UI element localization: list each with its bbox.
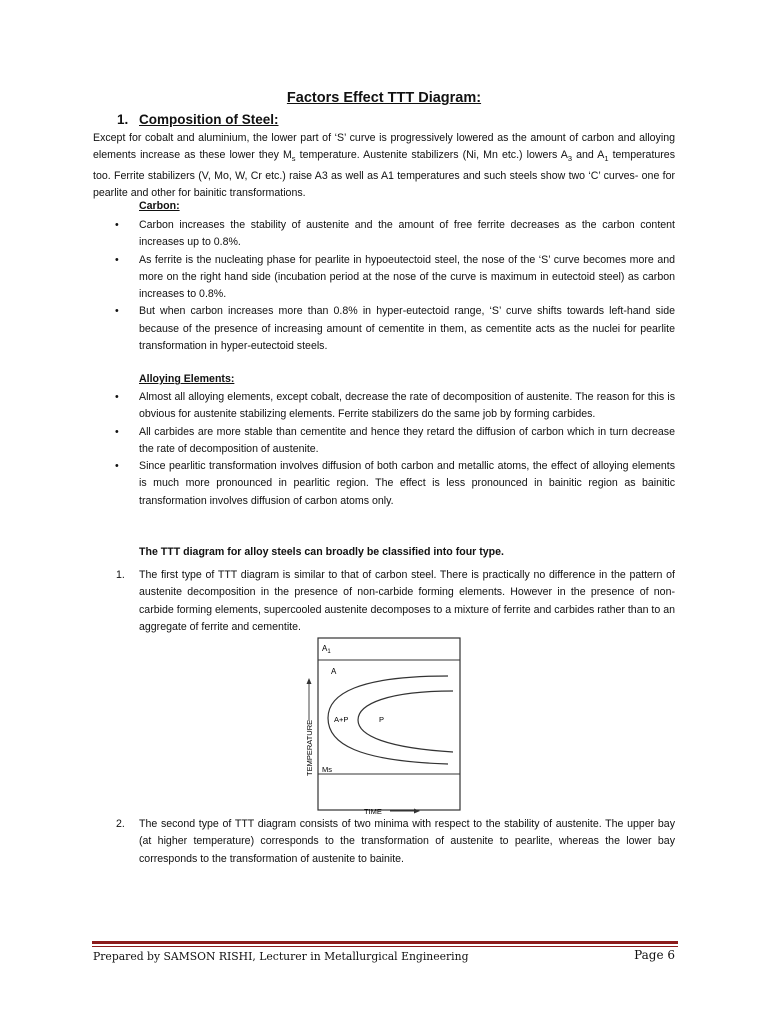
intro-paragraph: Except for cobalt and aluminium, the lower part of ‘S’ curve is progressively lowered as the amount of carbon and alloying elements increase as these lower they $M_s$ temperature. Austenite stabilizers (Ni, Mn etc.) lowers $A_3$ and $A_1$ temperatures too. Ferrite stabilizers (V, Mo, W, Cr etc.) raise A3 as well as A1 temperatures and such steels show two ‘C’ curves- one for pearlite and other for bainitic transformations. bbox=[93, 132, 675, 199]
list-item: 1. The first type of TTT diagram is similar to that of carbon steel. There is practically no difference in the pattern of austenite decomposition in the presence of non-carbide forming elements. However in the presence of non-carbide forming elements, supercooled austenite decomposes to a mixture of ferrite and carbides rather than to an aggregate of ferrite and cementite. bbox=[116, 569, 675, 633]
carbon-heading: Carbon: bbox=[139, 200, 180, 212]
pearlite-label: P bbox=[379, 715, 385, 724]
temperature-axis-label: TEMPERATURE bbox=[305, 719, 314, 776]
time-axis-label: TIME bbox=[364, 807, 382, 816]
list-item: • Carbon increases the stability of austenite and the amount of free ferrite decreases as the carbon content increases up to 0.8%. bbox=[115, 219, 675, 249]
ttt-types-list-2 bbox=[0, 816, 675, 868]
page-number: Page 6 bbox=[634, 948, 675, 962]
alloying-list bbox=[0, 389, 675, 510]
list-item: • All carbides are more stable than cementite and hence they retard the diffusion of carbon which in turn decrease the rate of decomposition of austenite. bbox=[115, 425, 675, 455]
finish-curve bbox=[358, 691, 453, 752]
a1-label: $A_1$ bbox=[322, 644, 331, 655]
figure-frame bbox=[318, 638, 460, 810]
footer-rule-thin bbox=[92, 946, 678, 947]
footer-author: Prepared by SAMSON RISHI, Lecturer in Metallurgical Engineering bbox=[93, 950, 469, 963]
alloying-heading: Alloying Elements: bbox=[139, 373, 235, 385]
austenite-label: A bbox=[331, 667, 337, 676]
list-item: • Since pearlitic transformation involves diffusion of both carbon and metallic atoms, the effect of alloying elements is much more pronounced in pearlitic region. The effect is less pronounced in bainitic region as bainitic transformation involves diffusion of carbon atoms only. bbox=[115, 460, 675, 507]
page-title: Factors Effect TTT Diagram: bbox=[286, 90, 482, 106]
ms-label: Ms bbox=[322, 765, 332, 774]
austenite-pearlite-label: A+P bbox=[334, 715, 349, 724]
ttt-diagram-figure bbox=[298, 636, 464, 816]
time-arrowhead bbox=[414, 809, 420, 814]
list-item: • Almost all alloying elements, except cobalt, decrease the rate of decomposition of austenite. The reason for this is obvious for austenite stabilizing elements. Ferrite stabilizers do the same job by forming carbides. bbox=[115, 391, 675, 421]
section-number: 1. bbox=[117, 112, 129, 127]
temperature-arrowhead bbox=[307, 678, 312, 684]
footer-rule-thick bbox=[92, 941, 678, 944]
carbon-list bbox=[0, 217, 675, 355]
section-title: Composition of Steel: bbox=[139, 112, 279, 127]
list-item: • As ferrite is the nucleating phase for pearlite in hypoeutectoid steel, the nose of the ‘S’ curve becomes more and more on the right hand side (incubation period at the nose of the curve is maximum in eutectoid steel) as carbon increases to 0.8%. bbox=[115, 253, 675, 301]
ttt-types-list-1 bbox=[0, 567, 675, 636]
list-item: 2. The second type of TTT diagram consists of two minima with respect to the stability of austenite. The upper bay (at higher temperature) corresponds to the transformation of austenite to pearlite, whereas the lower bay corresponds to the transformation of austenite to bainite. bbox=[116, 818, 675, 865]
list-item: • But when carbon increases more than 0.8% in hyper-eutectoid range, ‘S’ curve shifts towards left-hand side because of the presence of increasing amount of cementite in them, as cementite acts as the nuclei for pearlite transformation in hyper-eutectoid steels. bbox=[115, 305, 675, 353]
ttt-types-heading: The TTT diagram for alloy steels can broadly be classified into four type. bbox=[139, 546, 504, 558]
section-heading bbox=[117, 112, 279, 127]
